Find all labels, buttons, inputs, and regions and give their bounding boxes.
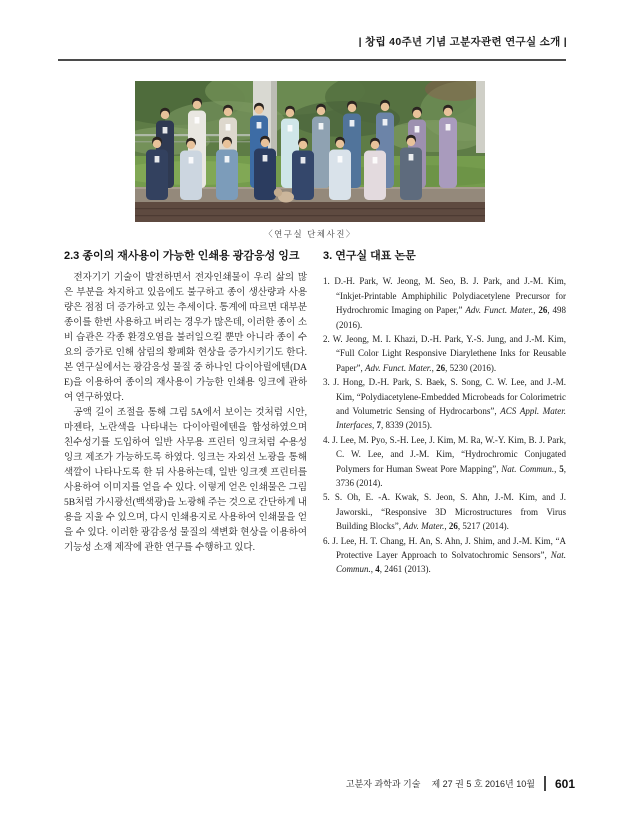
reference-item <box>323 332 566 375</box>
reference-authors: J. Lee, M. Pyo, S.-H. Lee, J. Kim, M. Ra, W.-Y. Kim, B. J. Park, C. W. Lee, and J.-M. Kim, <box>332 434 567 460</box>
body-paragraph-2: 공액 길이 조절을 통해 그림 5A에서 보이는 것처럼 시안, 마젠타, 노란색을 나타내는 다이아릴에텐을 합성하였으며 친수성기를 도입하여 일반 사무용 프린터 잉크처럼 수용성 잉크 제조가 가능하도록 하였다. 잉크는 자외선 노광을 통해 색깔이 나타나도록 한 뒤 사용하는데, 일반 잉크젯 프린터를 사용하여 이미지를 얻을 수 있다. 이렇게 얻은 인쇄물은 그림 5B처럼 가시광선(백색광)을 노광해 주는 것으로 간단하게 내용을 지울 수 있으며, 다시 인쇄용지로 사용하여 인쇄물을 얻을 수 있다. 이러한 광감응성 물질의 색변화 현상을 이용하여 기능성 소재 제작에 관한 연구를 수행하고 있다. <box>64 408 307 554</box>
reference-journal: Adv. Funct. Mater. <box>365 362 432 373</box>
footer-issue: 제 27 권 5 호 2016년 10월 <box>431 779 535 789</box>
reference-title: “A Protective Layer Approach to Solvatochromic Sensors”, <box>336 535 567 561</box>
reference-volume: 26 <box>436 362 446 373</box>
reference-pages-year: , 5217 (2014). <box>457 521 509 532</box>
reference-pages-year: , 3736 (2014). <box>336 463 566 488</box>
reference-number: 4. <box>323 434 333 445</box>
reference-number: 5. <box>323 492 335 503</box>
reference-journal: ACS Appl. Mater. Interfaces <box>336 405 566 431</box>
reference-volume: 4 <box>375 564 380 575</box>
reference-title: “Responsive 3D Microstructures from Virus Building Blocks”, <box>336 506 566 532</box>
reference-separator: , <box>554 463 560 474</box>
reference-authors: J. Lee, H. T. Chang, H. An, S. Ahn, J. Shim, and J.-M. Kim, <box>332 535 556 546</box>
reference-number: 2. <box>323 333 333 344</box>
header-rule <box>58 59 566 61</box>
page-number: 601 <box>554 776 575 791</box>
reference-authors: D.-H. Park, W. Jeong, M. Seo, B. J. Park, and J.-M. Kim, <box>334 276 567 287</box>
reference-item <box>323 274 566 332</box>
reference-volume: 7 <box>376 420 381 431</box>
reference-journal: Nat. Commun. <box>501 463 555 474</box>
reference-separator: , <box>533 305 539 316</box>
reference-volume: 5 <box>559 463 564 474</box>
reference-authors: W. Jeong, M. I. Khazi, D.-H. Park, Y.-S. Jung, and J.-M. Kim, <box>332 333 566 344</box>
footer-divider <box>544 776 546 791</box>
reference-title: “Full Color Light Responsive Diarylethene Inks for Reusable Paper”, <box>336 348 566 373</box>
page-footer <box>346 776 575 791</box>
reference-item <box>323 490 566 533</box>
reference-journal: Adv. Funct. Mater. <box>465 305 534 316</box>
running-header-title: | 창립 40주년 기념 고분자관련 연구실 소개 | <box>358 36 567 48</box>
article-columns <box>64 249 566 577</box>
lab-group-photo <box>135 81 485 240</box>
photo-caption: 〈연구실 단체사진〉 <box>264 229 356 239</box>
section-heading-ink: 2.3 종이의 재사용이 가능한 인쇄용 광감응성 잉크 <box>64 250 300 262</box>
reference-volume: 26 <box>538 305 548 316</box>
reference-pages-year: , 5230 (2016). <box>445 362 497 373</box>
body-paragraph-1: 전자기기 기술이 발전하면서 전자인쇄물이 우리 삶의 많은 부분을 차지하고 있음에도 불구하고 종이 생산량과 사용량은 점점 더 증가하고 있는 추세이다. 통계에 따르면 대부분 종이를 한번 사용하고 버리는 경우가 많은데, 이러한 종이 소비 습관은 각종 환경오염을 불러일으킬 뿐만 아니라 종이 수요의 증가로 인해 삼림의 황폐화 현상을 증가시키기도 한다. 본 연구실에서는 광감응성 물질 중 하나인 다이아릴에텐(DAE)을 이용하여 종이의 재사용이 가능한 인쇄용 잉크에 관하여 연구하였다. <box>64 273 307 404</box>
reference-separator: , <box>372 420 377 431</box>
reference-separator: , <box>431 362 437 373</box>
reference-number: 3. <box>323 377 334 388</box>
reference-separator: , <box>370 564 376 575</box>
reference-separator: , <box>444 521 449 532</box>
section-publications <box>323 249 566 577</box>
reference-title: “Inkjet-Printable Amphiphilic Polydiacetylene Precursor for Hydrochromic Imaging on Paper,” <box>336 290 566 316</box>
reference-pages-year: , 498 (2016). <box>336 305 567 330</box>
section-ink-research <box>64 249 307 577</box>
reference-list <box>323 274 566 577</box>
reference-item <box>323 375 566 433</box>
footer-journal-title: 고분자 과학과 기술 <box>345 779 421 789</box>
reference-authors: J. Hong, D.-H. Park, S. Baek, S. Song, C. W. Lee, and J.-M. Kim, <box>333 377 567 402</box>
section-heading-publications: 3. 연구실 대표 논문 <box>323 250 416 262</box>
reference-number: 1. <box>323 276 335 287</box>
reference-journal: Adv. Mater. <box>403 521 445 532</box>
reference-pages-year: , 8339 (2015). <box>381 420 432 431</box>
reference-item <box>323 433 566 491</box>
reference-pages-year: , 2461 (2013). <box>379 564 431 575</box>
reference-number: 6. <box>323 535 333 546</box>
reference-journal: Nat. Commun. <box>336 550 566 575</box>
reference-volume: 26 <box>448 521 458 532</box>
group-photo-image <box>135 81 485 222</box>
reference-title: “Hydrochromic Conjugated Polymers for Human Sweat Pore Mapping”, <box>336 449 566 474</box>
reference-item <box>323 534 566 577</box>
reference-title: “Polydiacetylene-Embedded Microbeads for Colorimetric and Volumetric Sensing of Hydrocarbons”, <box>336 391 566 416</box>
reference-authors: S. Oh, E. -A. Kwak, S. Jeon, S. Ahn, J.-M. Kim, and J. Jaworski., <box>334 492 566 517</box>
